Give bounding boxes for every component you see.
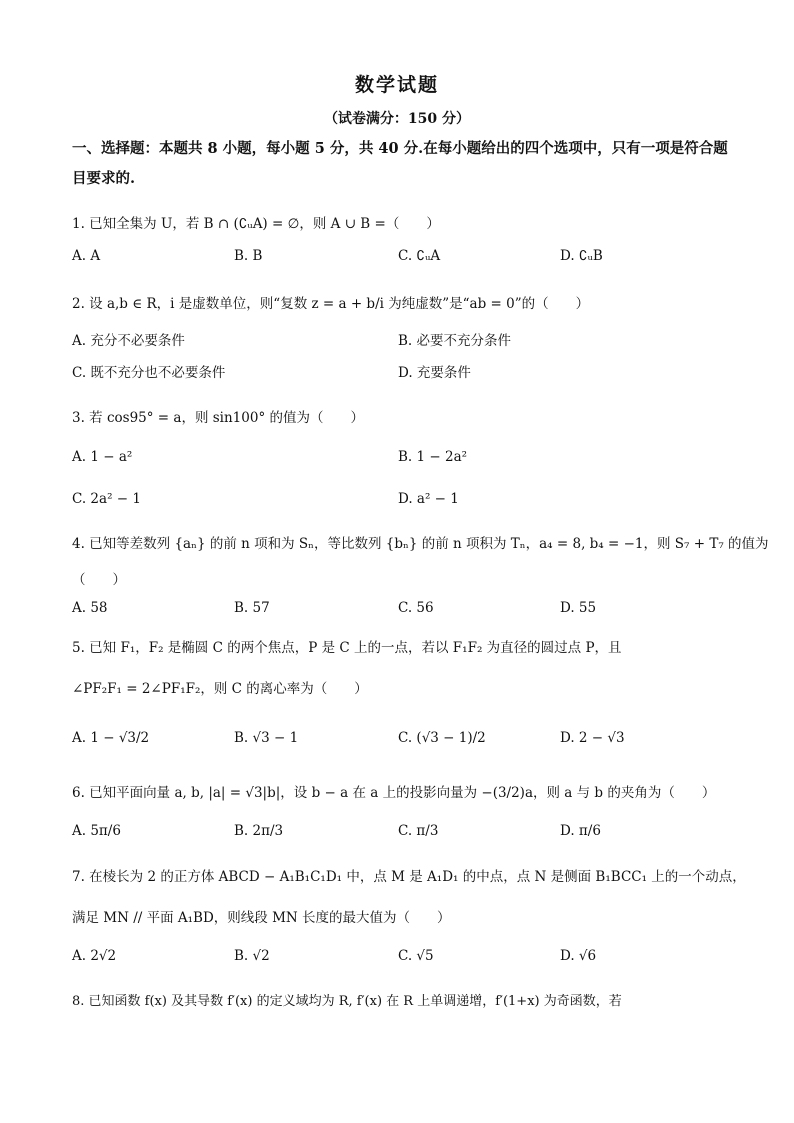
question-5-stem: 5. 已知 F₁，F₂ 是椭圆 C 的两个焦点，P 是 C 上的一点，若以 F₁F₂ 为直径的圆过点 P，且 [72,640,622,656]
question-2-option-d: D. 充要条件 [398,365,471,381]
question-7-option-a: A. 2√2 [72,948,117,964]
question-4-option-d: D. 55 [560,600,597,616]
question-6-option-b: B. 2π/3 [234,823,284,839]
question-7-option-c: C. √5 [398,948,434,964]
question-1-option-a: A. A [72,248,101,264]
question-1-option-c: C. ∁ᵤA [398,248,441,264]
question-2-option-b: B. 必要不充分条件 [398,333,512,349]
question-5-option-b: B. √3 − 1 [234,730,299,746]
question-3-option-b: B. 1 − 2a² [398,449,468,465]
page-title: 数学试题 [354,74,439,96]
question-2-option-c: C. 既不充分也不必要条件 [72,365,226,381]
question-5-option-a: A. 1 − √3/2 [72,730,150,746]
question-5-option-c: C. (√3 − 1)/2 [398,730,486,746]
question-4-option-a: A. 58 [72,600,108,616]
question-4-option-b: B. 57 [234,600,270,616]
question-3-option-c: C. 2a² − 1 [72,491,141,507]
question-7-stem: 7. 在棱长为 2 的正方体 ABCD − A₁B₁C₁D₁ 中，点 M 是 A₁D₁ 的中点，点 N 是侧面 B₁BCC₁ 上的一个动点， [72,869,746,885]
question-2-stem: 2. 设 a,b ∈ R，i 是虚数单位，则“复数 z = a + b/i 为纯虚数”是“ab = 0”的（ ） [72,296,590,312]
question-3-stem: 3. 若 cos95° = a，则 sin100° 的值为（ ） [72,410,364,426]
question-6-option-a: A. 5π/6 [72,823,121,839]
question-1-stem: 1. 已知全集为 U，若 B ∩ (∁ᵤA) = ∅，则 A ∪ B =（ ） [72,216,440,232]
page-subtitle: （试卷满分：150 分） [323,111,471,127]
question-4-stem-continued: （ ） [72,572,126,588]
question-6-option-d: D. π/6 [560,823,601,839]
question-3-option-a: A. 1 − a² [72,449,133,465]
question-1-option-b: B. B [234,248,263,264]
question-4-option-c: C. 56 [398,600,434,616]
question-6-stem: 6. 已知平面向量 a, b, |a| = √3|b|，设 b − a 在 a 上的投影向量为 −(3/2)a，则 a 与 b 的夹角为（ ） [72,785,716,801]
question-4-stem: 4. 已知等差数列 {aₙ} 的前 n 项和为 Sₙ，等比数列 {bₙ} 的前 n 项积为 Tₙ，a₄ = 8, b₄ = −1，则 S₇ + T₇ 的值为 [72,536,769,552]
question-7-option-b: B. √2 [234,948,270,964]
question-5-option-d: D. 2 − √3 [560,730,625,746]
question-5-stem-continued: ∠PF₂F₁ = 2∠PF₁F₂，则 C 的离心率为（ ） [72,681,368,697]
question-3-option-d: D. a² − 1 [398,491,459,507]
question-7-stem-continued: 满足 MN // 平面 A₁BD，则线段 MN 长度的最大值为（ ） [72,910,451,926]
question-8-stem: 8. 已知函数 f(x) 及其导数 f′(x) 的定义域均为 R, f′(x) 在 R 上单调递增，f′(1+x) 为奇函数，若 [72,994,622,1009]
section-heading: 一、选择题：本题共 8 小题，每小题 5 分，共 40 分.在每小题给出的四个选项中，只有一项是符合题目要求的. [72,140,728,187]
question-2-option-a: A. 充分不必要条件 [72,333,185,349]
question-1-option-d: D. ∁ᵤB [560,248,603,264]
question-7-option-d: D. √6 [560,948,597,964]
question-6-option-c: C. π/3 [398,823,439,839]
